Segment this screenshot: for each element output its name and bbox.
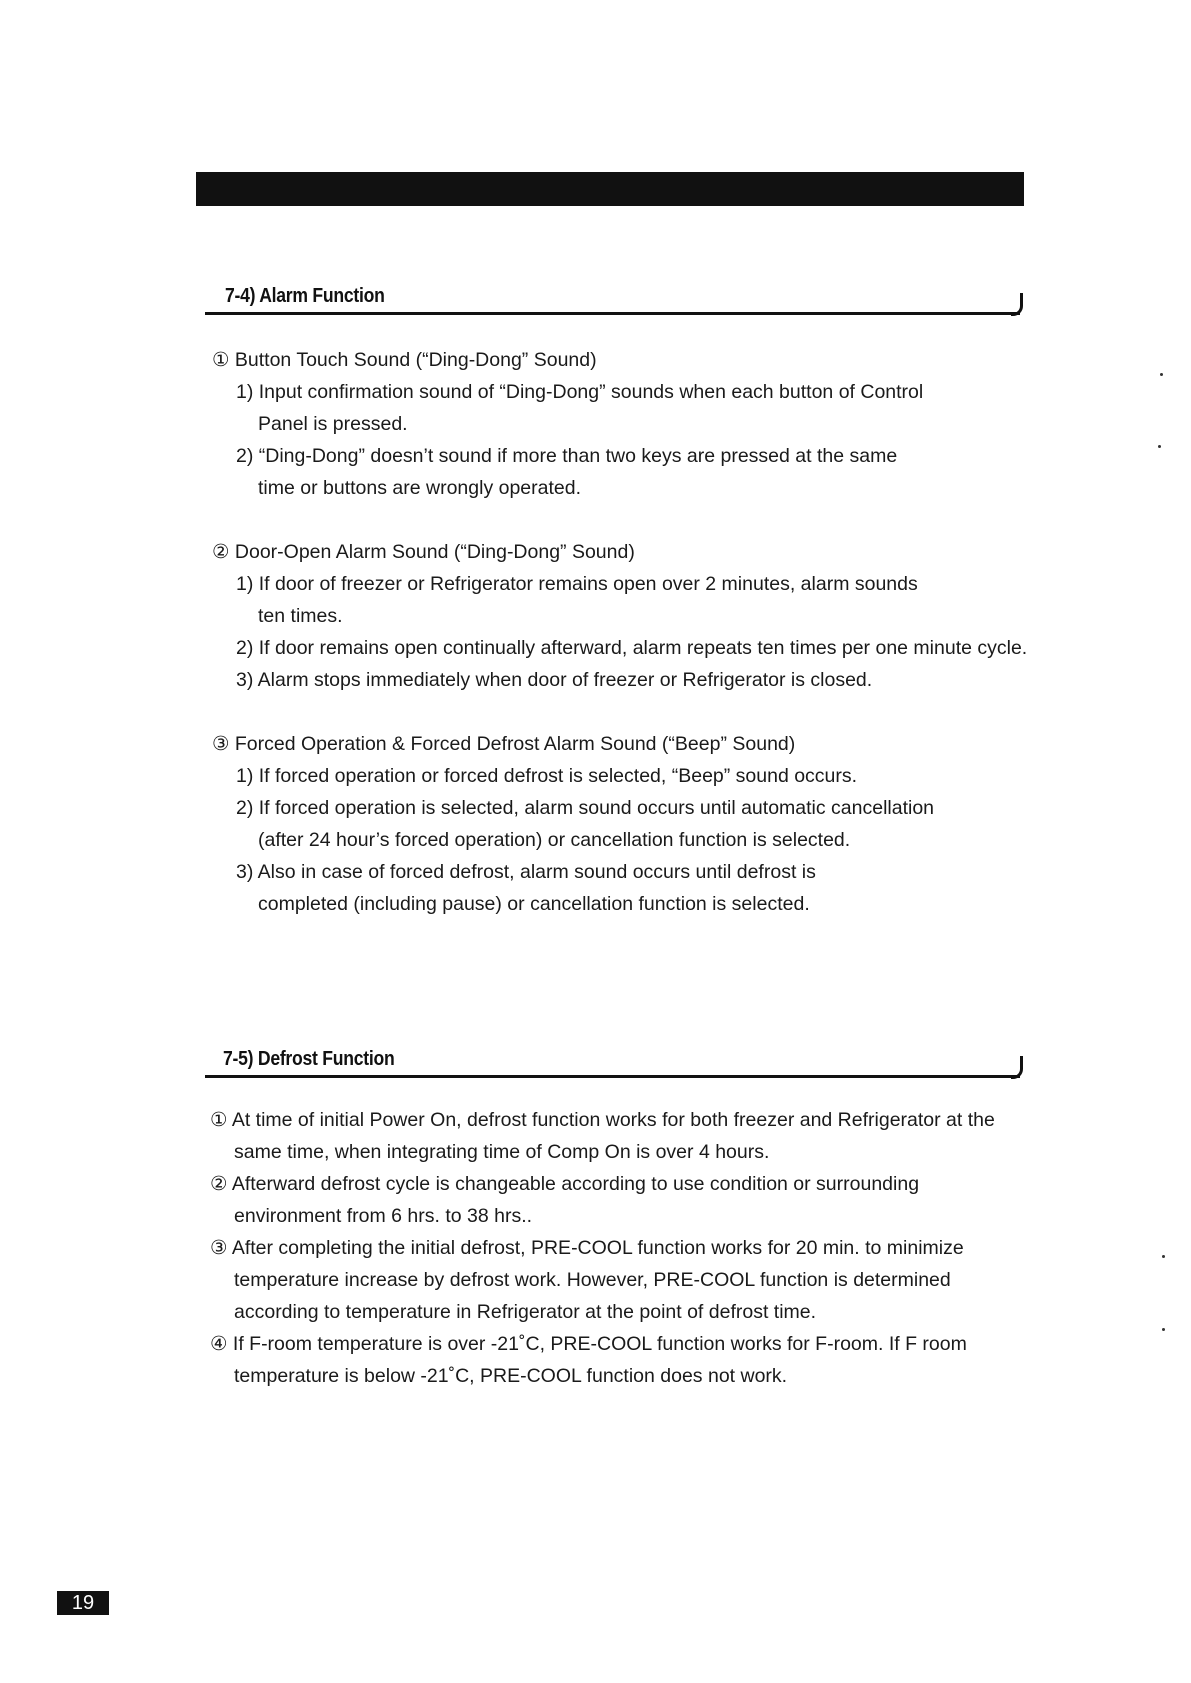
section-heading-alarm <box>205 272 1020 315</box>
alarm-function-body <box>212 344 1032 920</box>
section-title: 7-4) Alarm Function <box>225 285 385 307</box>
sub-item: 1) Input confirmation sound of “Ding-Dong” sounds when each button of Control Panel is pressed. <box>236 381 924 435</box>
scan-speck <box>1160 373 1163 376</box>
sub-item: 1) If forced operation or forced defrost is selected, “Beep” sound occurs. <box>236 765 858 787</box>
header-bar <box>196 172 1024 206</box>
list-item: ④ If F-room temperature is over -21˚C, PRE-COOL function works for F-room. If F room temperature is below -21˚C, PRE-COOL function does not work. <box>210 1333 967 1387</box>
defrost-function-body <box>210 1104 1025 1392</box>
sub-item: 2) “Ding-Dong” doesn’t sound if more than two keys are pressed at the same time or buttons are wrongly operated. <box>236 445 898 499</box>
scan-speck <box>1158 445 1161 448</box>
list-item: ② Afterward defrost cycle is changeable according to use condition or surrounding environment from 6 hrs. to 38 hrs.. <box>210 1173 920 1227</box>
item-heading: ③ Forced Operation & Forced Defrost Alarm Sound (“Beep” Sound) <box>212 733 796 755</box>
sub-item: 2) If forced operation is selected, alarm sound occurs until automatic cancellation (after 24 hour’s forced operation) or cancellation function is selected. <box>236 797 935 851</box>
list-item: ① At time of initial Power On, defrost function works for both freezer and Refrigerator at the same time, when integrating time of Comp On is over 4 hours. <box>210 1109 995 1163</box>
scan-speck <box>1162 1328 1165 1331</box>
sub-item: 2) If door remains open continually afterward, alarm repeats ten times per one minute cycle. <box>236 637 1028 659</box>
section-heading-defrost <box>205 1035 1020 1078</box>
section-title: 7-5) Defrost Function <box>223 1048 395 1070</box>
heading-rule-hook <box>1011 1056 1023 1079</box>
sub-item: 3) Alarm stops immediately when door of freezer or Refrigerator is closed. <box>236 669 873 691</box>
item-heading: ① Button Touch Sound (“Ding-Dong” Sound) <box>212 349 597 371</box>
heading-rule-hook <box>1011 293 1023 316</box>
sub-item: 3) Also in case of forced defrost, alarm sound occurs until defrost is completed (including pause) or cancellation function is selected. <box>236 861 816 915</box>
scan-speck <box>1162 1255 1165 1258</box>
sub-item: 1) If door of freezer or Refrigerator remains open over 2 minutes, alarm sounds ten times. <box>236 573 918 627</box>
page-number: 19 <box>57 1591 109 1615</box>
list-item: ③ After completing the initial defrost, PRE-COOL function works for 20 min. to minimize temperature increase by defrost work. However, PRE-COOL function is determined according to temperature in Refrigerator at the point of defrost time. <box>210 1237 964 1323</box>
item-heading: ② Door-Open Alarm Sound (“Ding-Dong” Sound) <box>212 541 635 563</box>
